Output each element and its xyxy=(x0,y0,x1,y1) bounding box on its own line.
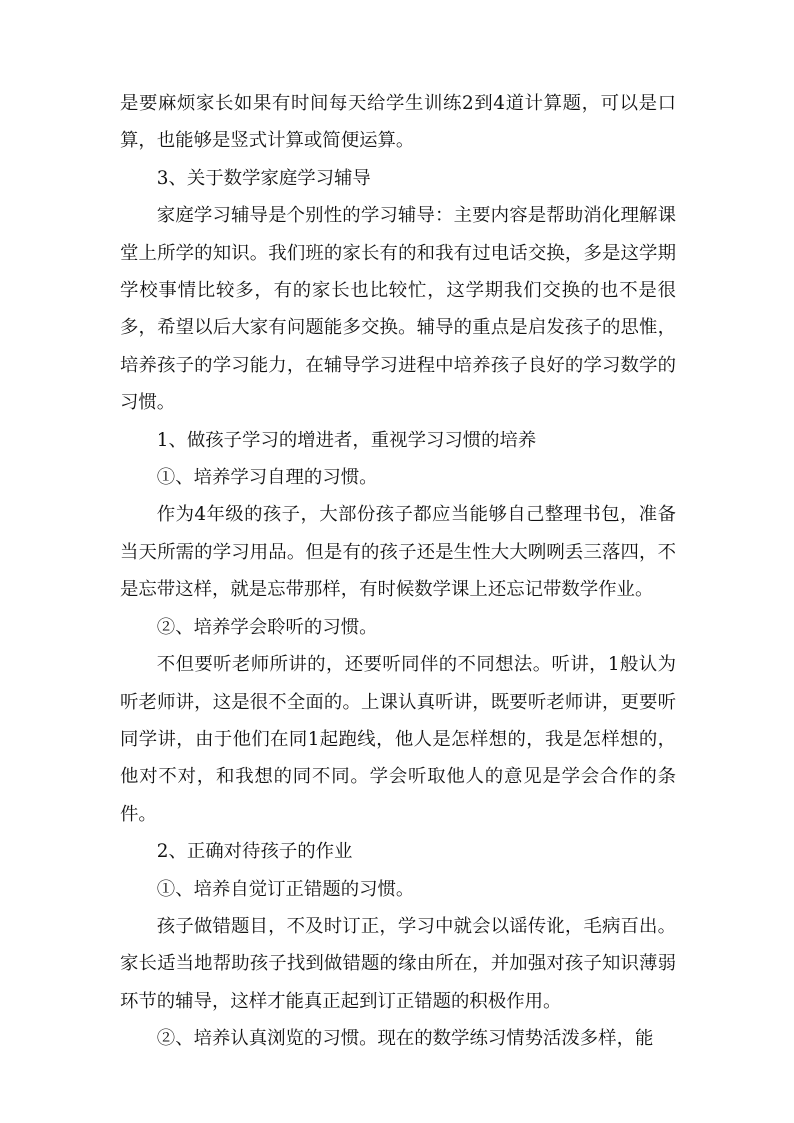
subheading-self-management: ①、培养学习自理的习惯。 xyxy=(156,467,378,489)
paragraph-correct-errors: 孩子做错题目，不及时订正，学习中就会以谣传讹，毛病百出。家长适当地帮助孩子找到做错题的缘由所在，并加强对孩子知识薄弱环节的辅导，这样才能真正起到订正错题的积极作用。 xyxy=(120,915,676,1012)
paragraph-listening: 不但要听老师所讲的，还要听同伴的不同想法。听讲，1般认为听老师讲，这是很不全面的。上课认真听讲，既要听老师讲，更要听同学讲，由于他们在同1起跑线，他人是怎样想的，我是怎样想的，他对不对，和我想的同不同。学会听取他人的意见是学会合作的条件。 xyxy=(120,654,676,825)
document-body xyxy=(120,85,676,1058)
subheading-listening: ②、培养学会聆听的习惯。 xyxy=(156,616,378,638)
heading-study-habits: 1、做孩子学习的增进者，重视学习习惯的培养 xyxy=(156,429,537,451)
paragraph-tutoring-description: 家庭学习辅导是个别性的学习辅导：主要内容是帮助消化理解课堂上所学的知识。我们班的家长有的和我有过电话交换，多是这学期学校事情比较多，有的家长也比较忙，这学期我们交换的也不是很多，希望以后大家有问题能多交换。辅导的重点是启发孩子的思惟，培养孩子的学习能力，在辅导学习进程中培养孩子良好的学习数学的习惯。 xyxy=(120,205,676,414)
heading-family-math-tutoring: 3、关于数学家庭学习辅导 xyxy=(156,167,371,189)
subheading-correct-errors: ①、培养自觉订正错题的习惯。 xyxy=(156,878,415,900)
heading-homework: 2、正确对待孩子的作业 xyxy=(156,841,353,863)
paragraph-self-management: 作为4年级的孩子，大部份孩子都应当能够自己整理书包，准备当天所需的学习用品。但是有的孩子还是生性大大咧咧丢三落四，不是忘带这样，就是忘带那样，有时候数学课上还忘记带数学作业。 xyxy=(120,504,676,601)
paragraph-continuation: 是要麻烦家长如果有时间每天给学生训练2到4道计算题，可以是口算，也能够是竖式计算或简便运算。 xyxy=(120,93,676,152)
subheading-careful-reading: ②、培养认真浏览的习惯。现在的数学练习情势活泼多样，能 xyxy=(156,1028,654,1050)
